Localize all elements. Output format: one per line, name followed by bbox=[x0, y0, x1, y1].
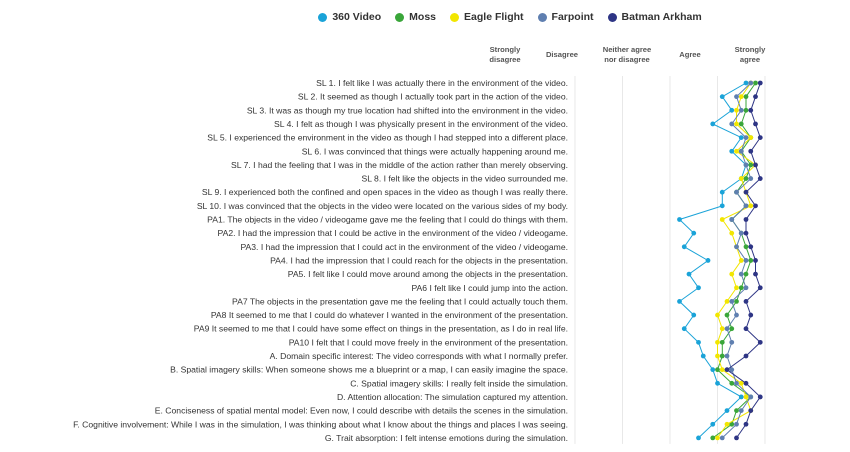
data-point bbox=[725, 299, 730, 304]
data-point bbox=[729, 326, 734, 331]
data-point bbox=[677, 299, 682, 304]
data-point bbox=[720, 326, 725, 331]
data-point bbox=[734, 108, 739, 113]
data-point bbox=[758, 285, 763, 290]
data-point bbox=[725, 313, 730, 318]
data-point bbox=[748, 149, 753, 154]
statement-label: PA2. I had the impression that I could be active in the environment of the video / videogame. bbox=[217, 228, 568, 239]
data-point bbox=[744, 163, 749, 168]
data-point bbox=[701, 354, 706, 359]
data-point bbox=[729, 340, 734, 345]
data-point bbox=[734, 285, 739, 290]
data-point bbox=[753, 81, 758, 86]
data-point bbox=[691, 313, 696, 318]
data-point bbox=[720, 190, 725, 195]
data-point bbox=[729, 381, 734, 386]
data-point bbox=[715, 354, 720, 359]
data-point bbox=[748, 244, 753, 249]
statement-label: SL 1. I felt like I was actually there in the environment of the video. bbox=[316, 78, 568, 88]
data-point bbox=[734, 94, 739, 99]
data-point bbox=[744, 326, 749, 331]
data-point bbox=[744, 395, 749, 400]
scale-label-line: disagree bbox=[489, 55, 521, 64]
data-point bbox=[720, 203, 725, 208]
data-point bbox=[739, 108, 744, 113]
data-point bbox=[758, 340, 763, 345]
data-point bbox=[748, 395, 753, 400]
data-point bbox=[739, 231, 744, 236]
data-point bbox=[710, 367, 715, 372]
data-point bbox=[734, 244, 739, 249]
data-point bbox=[739, 272, 744, 277]
data-point bbox=[744, 231, 749, 236]
data-point bbox=[729, 231, 734, 236]
data-point bbox=[744, 94, 749, 99]
data-point bbox=[758, 176, 763, 181]
data-point bbox=[710, 436, 715, 441]
data-point bbox=[715, 367, 720, 372]
statement-label: SL 6. I was convinced that things were actually happening around me. bbox=[301, 146, 568, 157]
data-point bbox=[734, 408, 739, 413]
data-point bbox=[744, 190, 749, 195]
statement-label: D. Attention allocation: The simulation captured my attention. bbox=[336, 391, 568, 402]
statement-label: SL 3. It was as though my true location had shifted into the environment in the video. bbox=[246, 105, 568, 116]
data-point bbox=[753, 258, 758, 263]
data-point bbox=[725, 422, 730, 427]
data-point bbox=[725, 354, 730, 359]
scale-label bbox=[603, 45, 652, 64]
scale-label-line: Agree bbox=[679, 50, 701, 59]
data-point bbox=[715, 313, 720, 318]
data-point bbox=[753, 203, 758, 208]
statement-label: C. Spatial imagery skills: I really felt inside the simulation. bbox=[350, 378, 568, 389]
data-point bbox=[729, 299, 734, 304]
data-point bbox=[734, 190, 739, 195]
data-point bbox=[734, 436, 739, 441]
statement-label: A. Domain specific interest: The video corresponds with what I normally prefer. bbox=[269, 351, 568, 361]
data-point bbox=[725, 326, 730, 331]
data-point bbox=[710, 422, 715, 427]
data-point bbox=[720, 354, 725, 359]
statement-label: G. Trait absorption: I felt intense emotions during the simulation. bbox=[324, 432, 568, 443]
data-point bbox=[744, 272, 749, 277]
scale-label bbox=[735, 45, 767, 64]
statement-label: PA1. The objects in the video / videogame gave me the feeling that I could do things with them. bbox=[207, 214, 568, 225]
statement-label: PA4. I had the impression that I could reach for the objects in the presentation. bbox=[270, 255, 568, 266]
data-point bbox=[710, 122, 715, 127]
data-point bbox=[720, 367, 725, 372]
data-point bbox=[748, 81, 753, 86]
data-point bbox=[753, 94, 758, 99]
statement-label: PA3. I had the impression that I could act in the environment of the video / videogame. bbox=[240, 241, 568, 252]
data-point bbox=[748, 135, 753, 140]
data-point bbox=[739, 408, 744, 413]
data-point bbox=[758, 395, 763, 400]
data-point bbox=[720, 94, 725, 99]
statement-label: PA8 It seemed to me that I could do whatever I wanted in the environment of the presentation. bbox=[210, 310, 568, 321]
data-point bbox=[725, 408, 730, 413]
data-point bbox=[744, 422, 749, 427]
data-point bbox=[744, 108, 749, 113]
data-point bbox=[753, 163, 758, 168]
scale-label bbox=[489, 45, 521, 64]
data-point bbox=[744, 217, 749, 222]
data-point bbox=[677, 217, 682, 222]
data-point bbox=[748, 108, 753, 113]
data-point bbox=[739, 135, 744, 140]
data-point bbox=[734, 149, 739, 154]
legend-label: Farpoint bbox=[551, 11, 594, 23]
data-point bbox=[706, 258, 711, 263]
data-point bbox=[758, 135, 763, 140]
data-point bbox=[739, 176, 744, 181]
scale-label-line: Strongly bbox=[734, 45, 766, 54]
data-point bbox=[720, 340, 725, 345]
data-point bbox=[744, 244, 749, 249]
statement-label: SL 10. I was convinced that the objects in the video were located on the various sides of my body. bbox=[196, 200, 568, 211]
scale-label-line: Strongly bbox=[489, 45, 521, 54]
data-point bbox=[729, 149, 734, 154]
scale-label-line: Disagree bbox=[545, 50, 579, 59]
data-point bbox=[729, 217, 734, 222]
data-point bbox=[729, 122, 734, 127]
data-point bbox=[744, 176, 749, 181]
statement-label: PA10 I felt that I could move freely in the environment of the presentation. bbox=[288, 337, 568, 348]
data-point bbox=[682, 244, 687, 249]
data-point bbox=[748, 408, 753, 413]
data-point bbox=[729, 108, 734, 113]
statement-label: F. Cognitive involvement: While I was in the simulation, I was thinking about what I know about the things and places I was seeing. bbox=[73, 419, 568, 430]
scale-label bbox=[546, 50, 578, 59]
data-point bbox=[744, 81, 749, 86]
data-point bbox=[715, 340, 720, 345]
data-point bbox=[744, 203, 749, 208]
data-point bbox=[720, 436, 725, 441]
data-point bbox=[739, 122, 744, 127]
statement-label: PA5. I felt like I could move around among the objects in the presentation. bbox=[287, 269, 568, 280]
data-point bbox=[744, 135, 749, 140]
data-point bbox=[748, 313, 753, 318]
legend-label: 360 Video bbox=[332, 11, 382, 23]
data-point bbox=[748, 176, 753, 181]
statement-label: PA9 It seemed to me that I could have some effect on things in the presentation, as I do in real life. bbox=[193, 323, 568, 334]
data-point bbox=[748, 203, 753, 208]
statement-label: SL 7. I had the feeling that I was in the middle of the action rather than merely observing. bbox=[231, 159, 568, 170]
statement-label: PA6 I felt like I could jump into the action. bbox=[411, 282, 568, 293]
scale-label bbox=[679, 50, 701, 59]
data-point bbox=[739, 285, 744, 290]
data-point bbox=[715, 381, 720, 386]
data-point bbox=[739, 149, 744, 154]
data-point bbox=[739, 395, 744, 400]
legend-label: Eagle Flight bbox=[464, 11, 524, 23]
data-point bbox=[687, 272, 692, 277]
data-point bbox=[734, 422, 739, 427]
legend-label: Batman Arkham bbox=[621, 11, 702, 23]
scale-label-line: nor disagree bbox=[604, 55, 650, 64]
data-point bbox=[696, 436, 701, 441]
legend-label: Moss bbox=[409, 11, 437, 23]
data-point bbox=[753, 122, 758, 127]
data-point bbox=[729, 272, 734, 277]
data-point bbox=[739, 258, 744, 263]
statement-label: B. Spatial imagery skills: When someone shows me a blueprint or a map, I can easily imagine the space. bbox=[170, 364, 568, 375]
statement-label: SL 4. I felt as though I was physically present in the environment of the video. bbox=[274, 118, 568, 129]
data-point bbox=[734, 299, 739, 304]
statement-label: PA7 The objects in the presentation gave me the feeling that I could actually touch them. bbox=[232, 296, 568, 307]
data-point bbox=[739, 94, 744, 99]
data-point bbox=[753, 272, 758, 277]
data-point bbox=[744, 299, 749, 304]
data-point bbox=[691, 231, 696, 236]
data-point bbox=[725, 367, 730, 372]
data-point bbox=[715, 436, 720, 441]
scale-label-line: agree bbox=[739, 55, 761, 64]
data-point bbox=[734, 122, 739, 127]
statement-label: E. Conciseness of spatial mental model: Even now, I could describe with details the scenes in the simulation. bbox=[154, 405, 568, 416]
statement-label: SL 2. It seemed as though I actually took part in the action of the video. bbox=[297, 91, 568, 102]
statement-label: SL 9. I experienced both the confined and open spaces in the video as though I was really there. bbox=[201, 187, 568, 198]
data-point bbox=[744, 258, 749, 263]
statement-label: SL 5. I experienced the environment in the video as though I had stepped into a different place. bbox=[207, 132, 568, 143]
data-point bbox=[720, 217, 725, 222]
data-point bbox=[734, 313, 739, 318]
data-point bbox=[744, 381, 749, 386]
data-point bbox=[758, 81, 763, 86]
data-point bbox=[696, 340, 701, 345]
data-point bbox=[744, 354, 749, 359]
data-point bbox=[682, 326, 687, 331]
scale-label-line: Neither agree bbox=[602, 45, 652, 54]
data-point bbox=[734, 381, 739, 386]
data-point bbox=[744, 285, 749, 290]
statement-label: SL 8. I felt like the objects in the video surrounded me. bbox=[361, 173, 568, 184]
data-point bbox=[696, 285, 701, 290]
data-point bbox=[748, 258, 753, 263]
